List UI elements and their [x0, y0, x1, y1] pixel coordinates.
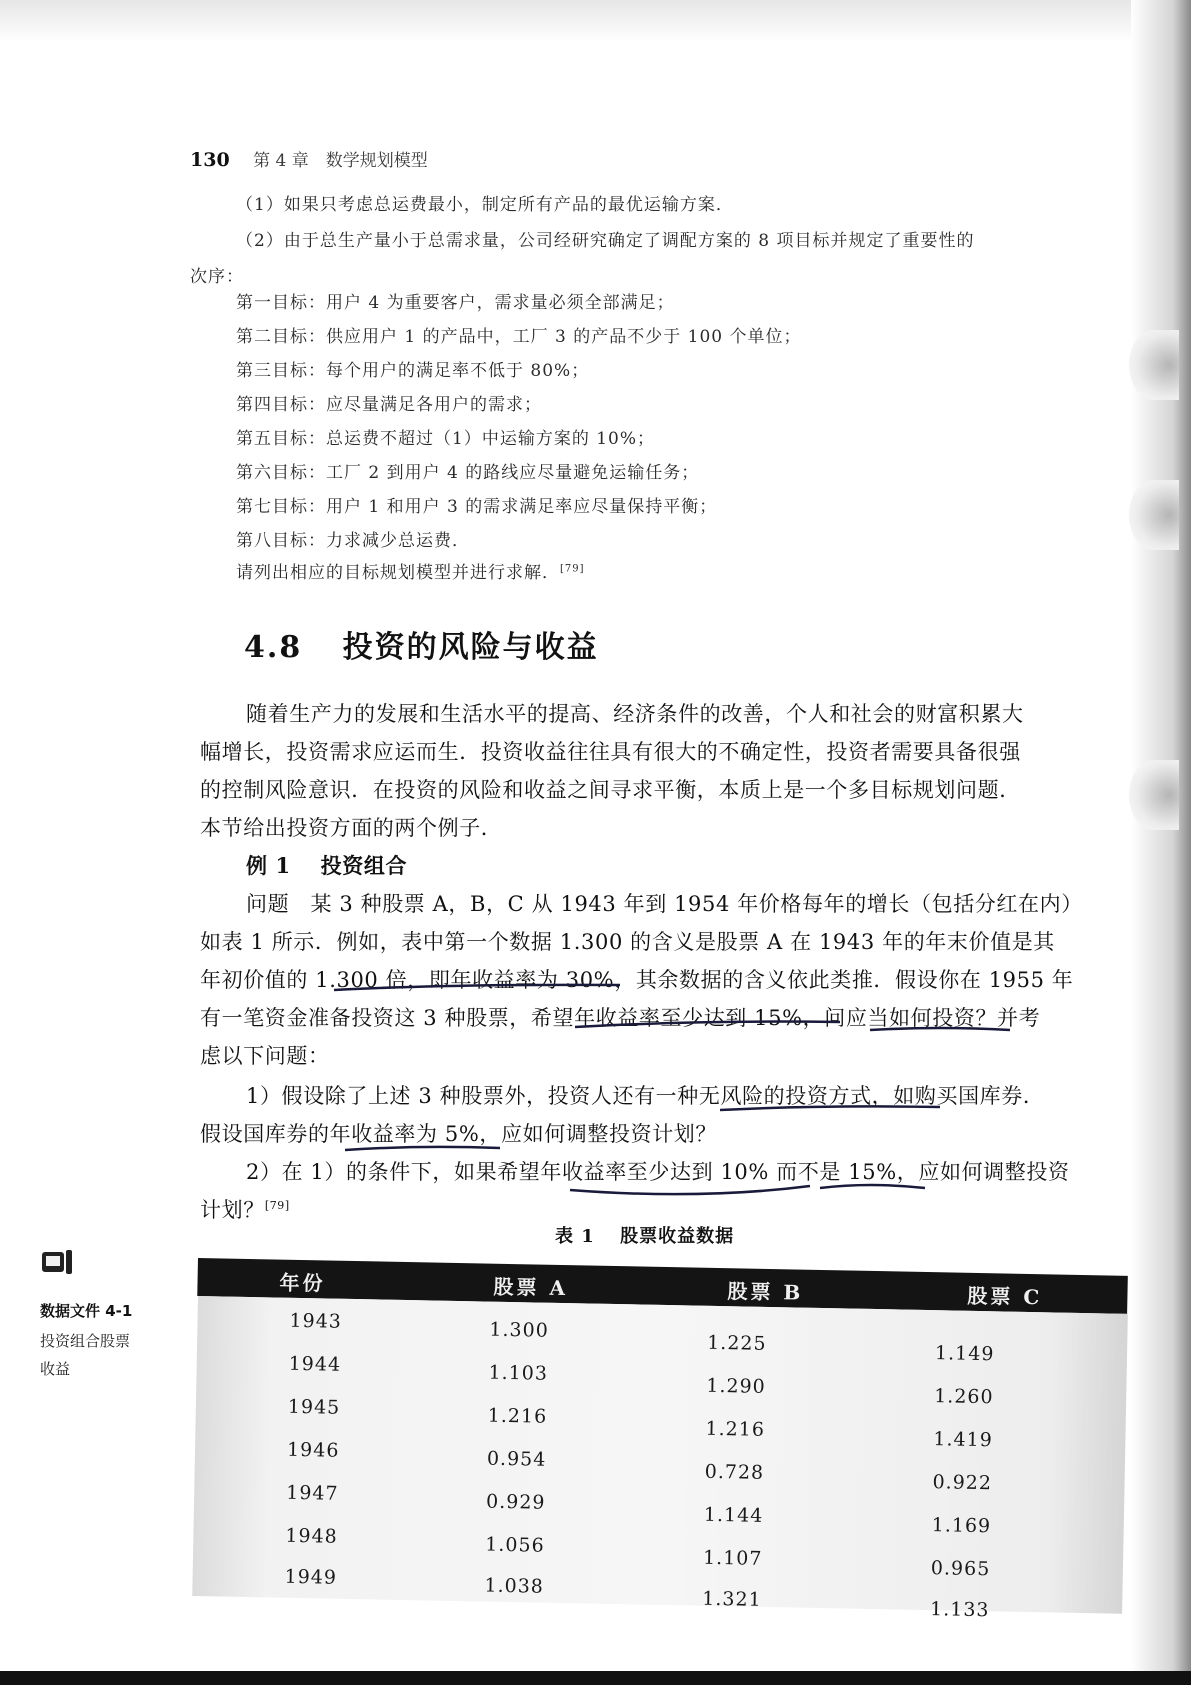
table-cell: 1.216	[487, 1404, 548, 1428]
goal-7: 第七目标：用户 1 和用户 3 的需求满足率应尽量保持平衡；	[236, 497, 718, 517]
page-curl	[1129, 480, 1179, 550]
table-cell: 1947	[286, 1481, 339, 1505]
section-number: 4.8	[244, 630, 303, 665]
section-heading	[244, 622, 599, 666]
table-cell: 1945	[287, 1395, 341, 1419]
question-2-line: 2）在 1）的条件下，如果希望年收益率至少达到 10% 而不是 15%，应如何调整投资	[246, 1160, 1070, 1184]
example-heading	[246, 850, 407, 880]
goal-4: 第四目标：应尽量满足各用户的需求；	[236, 395, 542, 415]
table-header-cell: 股票 A	[493, 1274, 569, 1301]
table-cell: 0.954	[486, 1447, 547, 1471]
table-cell: 1.225	[706, 1331, 767, 1355]
goal-6: 第六目标：工厂 2 到用户 4 的路线应尽量避免运输任务；	[236, 463, 700, 483]
table-header-cell: 股票 C	[967, 1283, 1043, 1310]
goal-8: 第八目标：力求减少总运费．	[236, 531, 470, 551]
problem-line: 有一笔资金准备投资这 3 种股票，希望年收益率至少达到 15%，问应当如何投资？并考	[200, 1006, 1041, 1030]
table-cell: 0.965	[930, 1557, 991, 1581]
intro-line: 的控制风险意识．在投资的风险和收益之间寻求平衡，本质上是一个多目标规划问题．	[200, 778, 1021, 802]
problem-line: 问题 某 3 种股票 A，B，C 从 1943 年到 1954 年价格每年的增长（包括分红在内）	[246, 892, 1083, 916]
table-cell: 1.290	[706, 1374, 766, 1398]
problem-line: 如表 1 所示．例如，表中第一个数据 1.300 的含义是股票 A 在 1943 年的年末价值是其	[200, 930, 1055, 954]
table-cell: 1.056	[485, 1533, 545, 1557]
problem-item-1: （1）如果只考虑总运费最小，制定所有产品的最优运输方案．	[236, 195, 734, 215]
goal-3: 第三目标：每个用户的满足率不低于 80%；	[236, 361, 590, 381]
problem-request	[236, 558, 585, 583]
sidebar-title: 数据文件 4-1	[40, 1302, 133, 1320]
example-label: 例 1	[246, 853, 291, 878]
table-cell: 1948	[285, 1524, 338, 1548]
table-cell: 1.300	[489, 1318, 550, 1342]
question-1-line: 假设国库券的年收益率为 5%，应如何调整投资计划？	[200, 1122, 717, 1146]
table-cell: 1.419	[933, 1428, 993, 1452]
table-cell: 1.216	[705, 1417, 766, 1441]
intro-line: 随着生产力的发展和生活水平的提高、经济条件的改善，个人和社会的财富积累大	[246, 702, 1024, 726]
question-2-line: 计划？[79]	[200, 1198, 290, 1222]
running-header	[190, 146, 428, 171]
goal-2: 第二目标：供应用户 1 的产品中，工厂 3 的产品不少于 100 个单位；	[236, 327, 802, 347]
problem-line: 年初价值的 1.300 倍，即年收益率为 30%，其余数据的含义依此类推．假设你在 1955 年	[200, 968, 1074, 992]
table-cell: 0.929	[485, 1490, 546, 1514]
table-cell: 1944	[288, 1352, 342, 1376]
table-caption	[555, 1222, 734, 1248]
intro-line: 本节给出投资方面的两个例子．	[200, 816, 503, 840]
problem-label: 问题	[246, 892, 290, 916]
page-curl	[1129, 760, 1179, 830]
scan-edge-right	[1131, 0, 1191, 1685]
goal-1: 第一目标：用户 4 为重要客户，需求量必须全部满足；	[236, 293, 675, 313]
problem-item-2: （2）由于总生产量小于总需求量，公司经研究确定了调配方案的 8 项目标并规定了重要性的	[236, 231, 975, 251]
citation: [79]	[264, 1199, 290, 1212]
table-label: 表 1	[555, 1226, 595, 1247]
table-cell: 1943	[289, 1309, 343, 1333]
section-title: 投资的风险与收益	[342, 630, 599, 665]
table-cell: 1946	[286, 1438, 340, 1462]
problem-item-2-cont: 次序：	[190, 267, 244, 287]
table-cell: 0.922	[932, 1471, 993, 1495]
scan-edge-top	[0, 0, 1191, 42]
page-number: 130	[190, 149, 230, 171]
intro-line: 幅增长，投资需求应运而生．投资收益往往具有很大的不确定性，投资者需要具备很强	[200, 740, 1021, 764]
sidebar-desc-line: 投资组合股票	[40, 1332, 131, 1350]
table-header-cell: 年份	[279, 1270, 326, 1296]
table-cell: 0.728	[704, 1460, 765, 1484]
table-cell: 1.144	[703, 1503, 764, 1527]
sidebar-desc-line: 收益	[40, 1360, 71, 1378]
table-cell: 1.260	[934, 1385, 994, 1409]
request-text: 请列出相应的目标规划模型并进行求解．	[236, 563, 560, 583]
page-curl	[1129, 330, 1179, 400]
table-body	[192, 1296, 1128, 1622]
table-cell: 1.103	[488, 1361, 549, 1385]
table-cell: 1.149	[934, 1342, 995, 1366]
problem-line: 虑以下问题：	[200, 1044, 330, 1068]
table-title: 股票收益数据	[620, 1226, 735, 1247]
chapter-title: 第 4 章 数学规划模型	[253, 151, 428, 171]
scan-edge-bottom	[0, 1671, 1191, 1685]
goal-5: 第五目标：总运费不超过（1）中运输方案的 10%；	[236, 429, 656, 449]
table-header-cell: 股票 B	[727, 1279, 804, 1305]
table-cell: 1.038	[484, 1574, 545, 1598]
citation: [79]	[560, 563, 585, 575]
table-cell: 1.133	[929, 1598, 990, 1622]
question-1-line: 1）假设除了上述 3 种股票外，投资人还有一种无风险的投资方式，如购买国库券．	[246, 1084, 1045, 1108]
table-cell: 1.169	[931, 1514, 992, 1538]
pen-underline	[570, 1186, 810, 1194]
table-cell: 1949	[284, 1565, 338, 1589]
table-cell: 1.321	[702, 1587, 762, 1611]
table-cell: 1.107	[702, 1546, 763, 1570]
example-title: 投资组合	[320, 853, 408, 878]
data-file-icon	[40, 1248, 74, 1278]
